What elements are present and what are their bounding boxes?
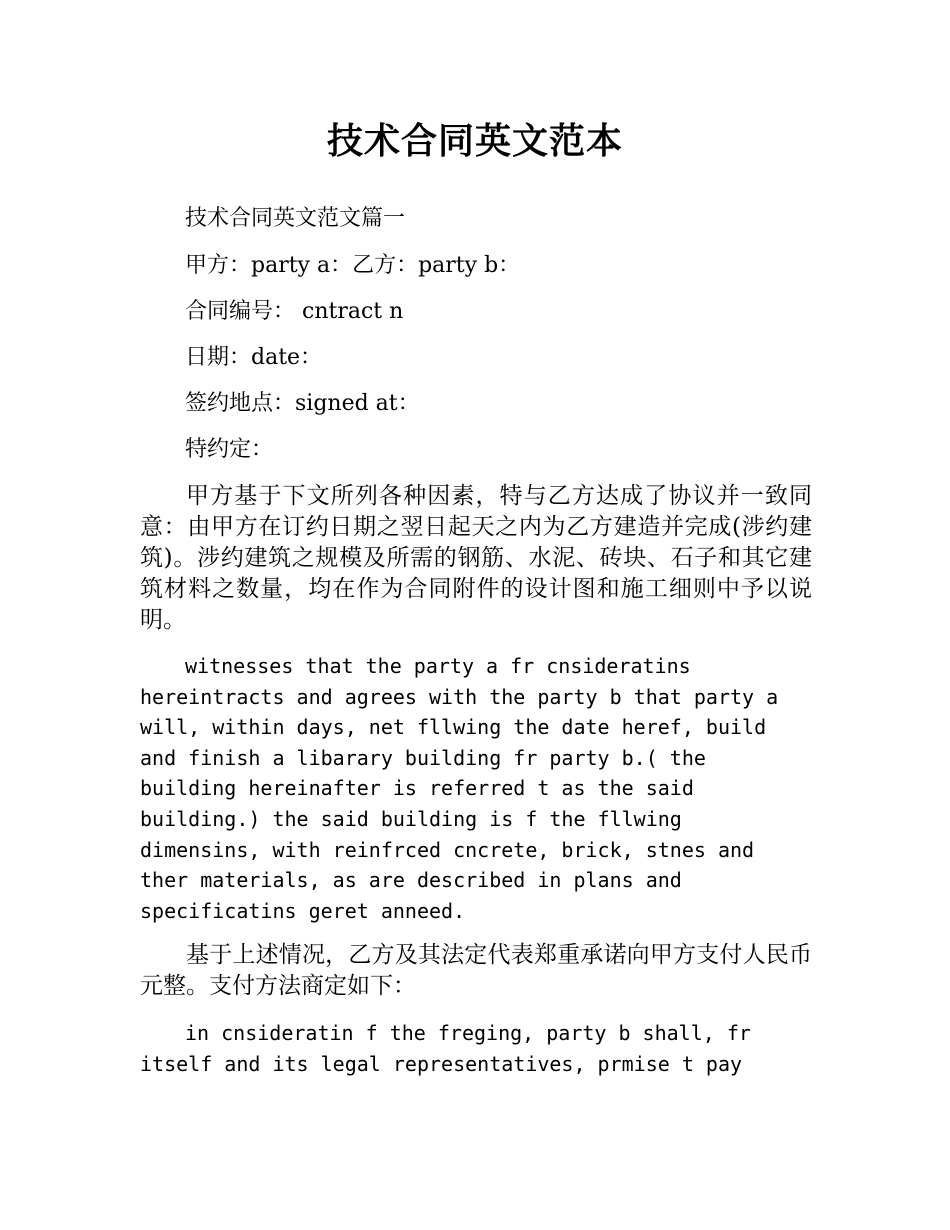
date-line: 日期：date： <box>185 345 323 370</box>
special-agreement-line: 特约定： <box>185 437 274 462</box>
paragraph-cn-2: 基于上述情况，乙方及其法定代表郑重承诺向甲方支付人民币元整。支付方法商定如下： <box>140 942 812 999</box>
paragraph-en-2: in cnsideratin f the freging, party b shall, fr itself and its legal representatives, prmise t pay <box>140 1021 751 1076</box>
signing-place-line: 签约地点：signed at： <box>185 391 420 416</box>
contract-number-line: 合同编号： cntract n <box>185 299 404 324</box>
section-heading: 技术合同英文范文篇一 <box>185 206 406 231</box>
paragraph-cn-1: 甲方基于下文所列各种因素，特与乙方达成了协议并一致同意：由甲方在订约日期之翌日起天之内为乙方建造并完成(涉约建筑)。涉约建筑之规模及所需的钢筋、水泥、砖块、石子和其它建筑材料之数量，均在作为合同附件的设计图和施工细则中予以说明。 <box>140 483 812 633</box>
document-title: 技术合同英文范本 <box>326 121 623 162</box>
party-line: 甲方：party a：乙方：party b： <box>185 253 521 278</box>
paragraph-en-1: witnesses that the party a fr cnsideratins hereintracts and agrees with the party b that party a will, within days, net fllwing the date heref, build and finish a libarary building fr party b.( the building hereinafter is referred t as the said building.) the said building is f the fllwing dimensins, with reinfrced cncrete, brick, stnes and ther materials, as are described in plans and specificatins geret anneed. <box>140 654 779 923</box>
